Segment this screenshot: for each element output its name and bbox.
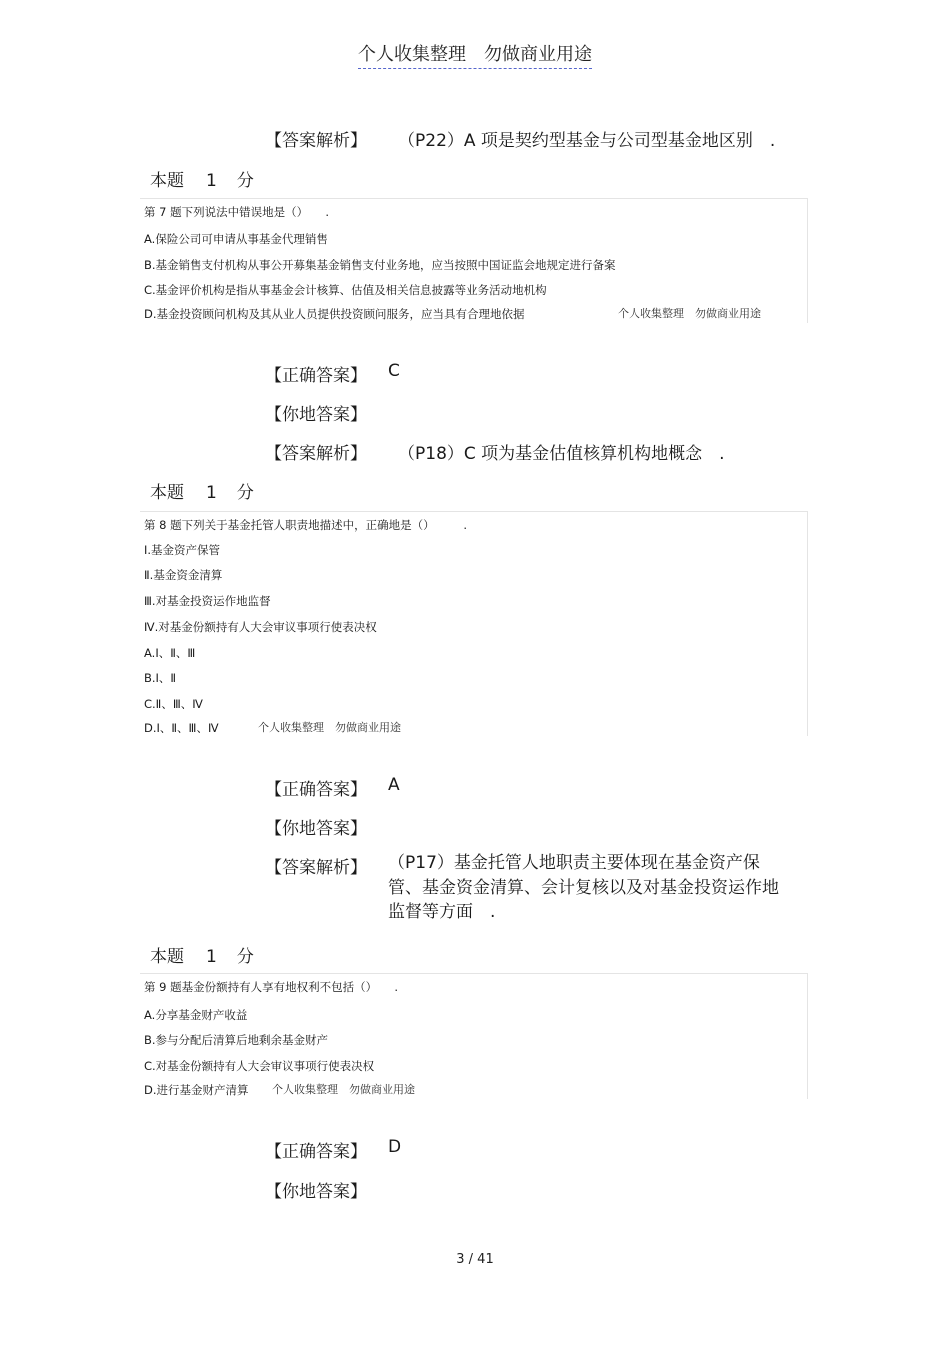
q8-option-d: D.Ⅰ、Ⅱ、Ⅲ、Ⅳ: [144, 721, 219, 735]
q8-your-answer-label: 【你地答案】: [265, 819, 367, 839]
score-label: 本题: [150, 483, 184, 503]
q8-item-1: Ⅰ.基金资产保管: [144, 543, 221, 557]
page-number: 3 / 41: [456, 1252, 494, 1267]
q7-score: [150, 166, 254, 191]
q9-your-answer-label: 【你地答案】: [265, 1182, 367, 1202]
prev-analysis-text: （P22）A 项是契约型基金与公司型基金地区别 .: [398, 131, 776, 151]
q7-option-b: B.基金销售支付机构从事公开募集基金销售支付业务地，应当按照中国证监会地规定进行备案: [144, 258, 616, 272]
q9-option-c: C.对基金份额持有人大会审议事项行使表决权: [144, 1059, 375, 1073]
q8-item-4: Ⅳ.对基金份额持有人大会审议事项行使表决权: [144, 620, 377, 634]
q7-correct-label: 【正确答案】: [265, 366, 367, 386]
q7-watermark: 个人收集整理 勿做商业用途: [618, 307, 761, 320]
q9-option-d: D.进行基金财产清算: [144, 1083, 249, 1097]
q7-option-c: C.基金评价机构是指从事基金会计核算、估值及相关信息披露等业务活动地机构: [144, 283, 547, 297]
q8-item-2: Ⅱ.基金资金清算: [144, 568, 223, 582]
q7-analysis-label: 【答案解析】: [265, 444, 367, 464]
q8-question-box: [140, 511, 808, 736]
q7-correct-value: C: [388, 361, 400, 381]
score-unit: 分: [236, 947, 254, 967]
q9-correct-value: D: [388, 1137, 402, 1157]
q7-option-a: A.保险公司可申请从事基金代理销售: [144, 232, 328, 246]
score-label: 本题: [150, 171, 184, 191]
q8-analysis-label: 【答案解析】: [265, 858, 367, 878]
q8-option-c: C.Ⅱ、Ⅲ、Ⅳ: [144, 697, 203, 711]
score-value: 1: [206, 171, 217, 191]
q8-item-3: Ⅲ.对基金投资运作地监督: [144, 594, 271, 608]
q8-watermark: 个人收集整理 勿做商业用途: [258, 721, 401, 734]
prev-analysis-label: 【答案解析】: [265, 131, 367, 151]
q9-score: [150, 942, 254, 967]
q7-your-answer-label: 【你地答案】: [265, 405, 367, 425]
q8-analysis-text: （P17）基金托管人地职责主要体现在基金资产保管、基金资金清算、会计复核以及对基金投资运作地监督等方面 .: [388, 853, 779, 922]
q8-correct-label: 【正确答案】: [265, 780, 367, 800]
q7-analysis-text: （P18）C 项为基金估值核算机构地概念 .: [398, 444, 725, 464]
score-unit: 分: [236, 171, 254, 191]
score-unit: 分: [236, 483, 254, 503]
q9-option-b: B.参与分配后清算后地剩余基金财产: [144, 1033, 329, 1047]
q8-option-b: B.Ⅰ、Ⅱ: [144, 671, 177, 685]
q9-correct-label: 【正确答案】: [265, 1142, 367, 1162]
q8-stem: 第 8 题下列关于基金托管人职责地描述中，正确地是（） .: [144, 518, 468, 532]
header-title: 个人收集整理 勿做商业用途: [358, 44, 592, 69]
page-header: [0, 40, 950, 66]
q7-option-d: D.基金投资顾问机构及其从业人员提供投资顾问服务，应当具有合理地依据: [144, 307, 525, 321]
score-label: 本题: [150, 947, 184, 967]
q9-stem: 第 9 题基金份额持有人享有地权利不包括（） .: [144, 980, 399, 994]
q9-watermark: 个人收集整理 勿做商业用途: [272, 1083, 415, 1096]
q9-option-a: A.分享基金财产收益: [144, 1008, 248, 1022]
q8-correct-value: A: [388, 775, 400, 795]
q9-question-box: [140, 973, 808, 1099]
q8-option-a: A.Ⅰ、Ⅱ、Ⅲ: [144, 646, 196, 660]
q7-question-box: [140, 198, 808, 323]
q7-stem: 第 7 题下列说法中错误地是（） .: [144, 205, 330, 219]
q8-score: [150, 478, 254, 503]
score-value: 1: [206, 483, 217, 503]
score-value: 1: [206, 947, 217, 967]
